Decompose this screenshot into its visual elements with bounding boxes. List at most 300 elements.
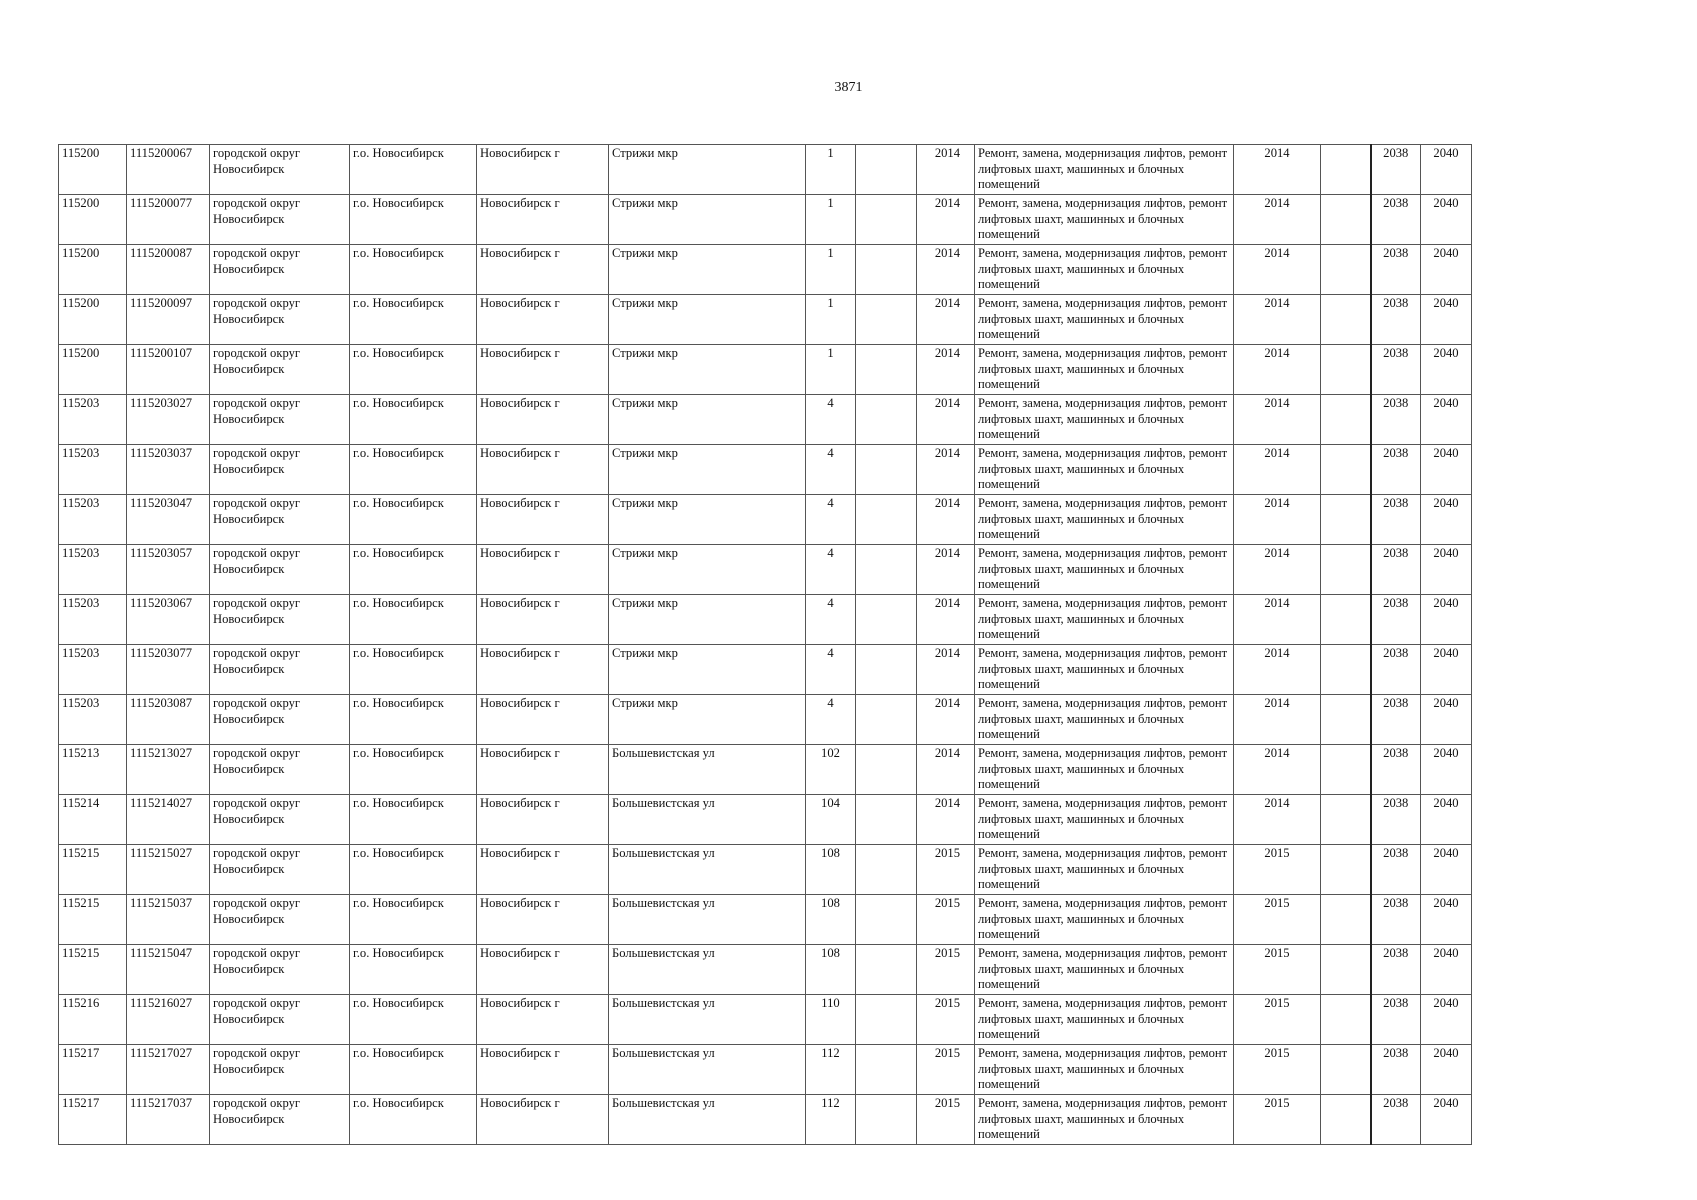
cell-year-1: 2014 [917,445,975,495]
cell-code: 1115200097 [127,295,210,345]
cell-district: городской округ Новосибирск [210,445,350,495]
cell-district: городской округ Новосибирск [210,845,350,895]
cell-street: Стрижи мкр [609,545,806,595]
cell-year-3: 2038 [1371,145,1421,195]
cell-house: 108 [806,845,856,895]
cell-work-type: Ремонт, замена, модернизация лифтов, ремонт лифтовых шахт, машинных и блочных помещений [975,945,1234,995]
cell-year-1: 2014 [917,645,975,695]
cell-city: Новосибирск г [477,295,609,345]
cell-street: Стрижи мкр [609,645,806,695]
cell-urban-district: г.о. Новосибирск [350,245,477,295]
cell-year-4: 2040 [1421,895,1472,945]
table-row [59,195,1472,245]
cell-year-4: 2040 [1421,445,1472,495]
table-row [59,995,1472,1045]
cell-house: 4 [806,695,856,745]
cell-year-4: 2040 [1421,995,1472,1045]
cell-year-2: 2014 [1234,545,1321,595]
cell-code: 1115203037 [127,445,210,495]
cell-street: Стрижи мкр [609,145,806,195]
cell-urban-district: г.о. Новосибирск [350,1045,477,1095]
cell-year-3: 2038 [1371,795,1421,845]
cell-blank [1321,345,1371,395]
cell-id: 115215 [59,895,127,945]
cell-id: 115203 [59,545,127,595]
cell-id: 115203 [59,495,127,545]
cell-work-type: Ремонт, замена, модернизация лифтов, ремонт лифтовых шахт, машинных и блочных помещений [975,445,1234,495]
cell-city: Новосибирск г [477,895,609,945]
cell-code: 1115203057 [127,545,210,595]
cell-house: 1 [806,145,856,195]
cell-id: 115217 [59,1095,127,1145]
cell-urban-district: г.о. Новосибирск [350,495,477,545]
cell-blank [1321,245,1371,295]
cell-house: 110 [806,995,856,1045]
cell-work-type: Ремонт, замена, модернизация лифтов, ремонт лифтовых шахт, машинных и блочных помещений [975,195,1234,245]
table-row [59,695,1472,745]
cell-year-4: 2040 [1421,295,1472,345]
cell-id: 115215 [59,945,127,995]
cell-id: 115203 [59,595,127,645]
cell-code: 1115213027 [127,745,210,795]
cell-blank [1321,395,1371,445]
cell-city: Новосибирск г [477,245,609,295]
cell-street: Стрижи мкр [609,445,806,495]
cell-year-1: 2014 [917,745,975,795]
cell-urban-district: г.о. Новосибирск [350,345,477,395]
cell-house: 4 [806,545,856,595]
cell-year-2: 2014 [1234,695,1321,745]
cell-city: Новосибирск г [477,1045,609,1095]
cell-work-type: Ремонт, замена, модернизация лифтов, ремонт лифтовых шахт, машинных и блочных помещений [975,995,1234,1045]
table-row [59,945,1472,995]
cell-street: Большевистская ул [609,795,806,845]
cell-work-type: Ремонт, замена, модернизация лифтов, ремонт лифтовых шахт, машинных и блочных помещений [975,845,1234,895]
cell-house: 4 [806,645,856,695]
cell-year-2: 2014 [1234,345,1321,395]
cell-urban-district: г.о. Новосибирск [350,695,477,745]
cell-year-1: 2015 [917,1095,975,1145]
cell-year-4: 2040 [1421,1045,1472,1095]
cell-urban-district: г.о. Новосибирск [350,545,477,595]
cell-district: городской округ Новосибирск [210,945,350,995]
cell-city: Новосибирск г [477,145,609,195]
cell-urban-district: г.о. Новосибирск [350,1095,477,1145]
cell-city: Новосибирск г [477,845,609,895]
cell-district: городской округ Новосибирск [210,295,350,345]
cell-street: Большевистская ул [609,995,806,1045]
cell-blank [1321,895,1371,945]
cell-id: 115200 [59,345,127,395]
cell-district: городской округ Новосибирск [210,545,350,595]
cell-year-3: 2038 [1371,245,1421,295]
cell-code: 1115200107 [127,345,210,395]
table-row [59,795,1472,845]
cell-district: городской округ Новосибирск [210,795,350,845]
cell-code: 1115203027 [127,395,210,445]
cell-work-type: Ремонт, замена, модернизация лифтов, ремонт лифтовых шахт, машинных и блочных помещений [975,545,1234,595]
cell-year-1: 2014 [917,395,975,445]
cell-district: городской округ Новосибирск [210,245,350,295]
cell-year-2: 2015 [1234,945,1321,995]
cell-extra [856,695,917,745]
cell-extra [856,145,917,195]
cell-year-3: 2038 [1371,1045,1421,1095]
cell-year-3: 2038 [1371,195,1421,245]
cell-blank [1321,645,1371,695]
cell-year-1: 2014 [917,545,975,595]
cell-year-1: 2015 [917,995,975,1045]
cell-code: 1115215027 [127,845,210,895]
cell-street: Большевистская ул [609,1045,806,1095]
cell-urban-district: г.о. Новосибирск [350,295,477,345]
cell-house: 1 [806,245,856,295]
cell-year-4: 2040 [1421,945,1472,995]
cell-year-4: 2040 [1421,695,1472,745]
cell-blank [1321,845,1371,895]
cell-extra [856,295,917,345]
cell-year-2: 2014 [1234,145,1321,195]
cell-street: Стрижи мкр [609,395,806,445]
cell-house: 4 [806,445,856,495]
table-row [59,1095,1472,1145]
data-table [58,144,1472,1145]
table-row [59,245,1472,295]
cell-house: 112 [806,1045,856,1095]
cell-work-type: Ремонт, замена, модернизация лифтов, ремонт лифтовых шахт, машинных и блочных помещений [975,495,1234,545]
cell-code: 1115200067 [127,145,210,195]
cell-year-1: 2015 [917,945,975,995]
cell-code: 1115203047 [127,495,210,545]
cell-urban-district: г.о. Новосибирск [350,445,477,495]
cell-extra [856,845,917,895]
cell-urban-district: г.о. Новосибирск [350,645,477,695]
cell-district: городской округ Новосибирск [210,195,350,245]
cell-code: 1115216027 [127,995,210,1045]
cell-year-2: 2014 [1234,195,1321,245]
table-row [59,395,1472,445]
cell-street: Стрижи мкр [609,695,806,745]
cell-blank [1321,295,1371,345]
cell-house: 112 [806,1095,856,1145]
cell-house: 102 [806,745,856,795]
cell-year-4: 2040 [1421,645,1472,695]
cell-city: Новосибирск г [477,495,609,545]
cell-extra [856,645,917,695]
cell-extra [856,745,917,795]
table-row [59,545,1472,595]
cell-work-type: Ремонт, замена, модернизация лифтов, ремонт лифтовых шахт, машинных и блочных помещений [975,645,1234,695]
cell-house: 1 [806,345,856,395]
cell-extra [856,945,917,995]
cell-extra [856,995,917,1045]
cell-year-3: 2038 [1371,295,1421,345]
cell-urban-district: г.о. Новосибирск [350,795,477,845]
table-row [59,1045,1472,1095]
cell-year-1: 2014 [917,295,975,345]
cell-urban-district: г.о. Новосибирск [350,145,477,195]
cell-year-2: 2015 [1234,845,1321,895]
cell-id: 115213 [59,745,127,795]
cell-district: городской округ Новосибирск [210,995,350,1045]
cell-street: Стрижи мкр [609,195,806,245]
cell-year-4: 2040 [1421,495,1472,545]
cell-district: городской округ Новосибирск [210,745,350,795]
cell-year-4: 2040 [1421,745,1472,795]
cell-work-type: Ремонт, замена, модернизация лифтов, ремонт лифтовых шахт, машинных и блочных помещений [975,1095,1234,1145]
cell-city: Новосибирск г [477,595,609,645]
cell-extra [856,595,917,645]
cell-house: 4 [806,395,856,445]
cell-street: Большевистская ул [609,845,806,895]
cell-extra [856,795,917,845]
cell-year-3: 2038 [1371,395,1421,445]
table-row [59,845,1472,895]
cell-house: 1 [806,295,856,345]
table-row [59,445,1472,495]
cell-extra [856,1045,917,1095]
cell-code: 1115203087 [127,695,210,745]
cell-urban-district: г.о. Новосибирск [350,995,477,1045]
cell-code: 1115203067 [127,595,210,645]
table-row [59,495,1472,545]
cell-year-4: 2040 [1421,145,1472,195]
cell-house: 4 [806,595,856,645]
cell-urban-district: г.о. Новосибирск [350,745,477,795]
cell-extra [856,545,917,595]
cell-house: 1 [806,195,856,245]
cell-year-1: 2014 [917,595,975,645]
cell-year-3: 2038 [1371,845,1421,895]
cell-district: городской округ Новосибирск [210,345,350,395]
cell-extra [856,245,917,295]
cell-id: 115203 [59,395,127,445]
cell-year-4: 2040 [1421,1095,1472,1145]
cell-id: 115203 [59,445,127,495]
cell-year-4: 2040 [1421,395,1472,445]
cell-street: Стрижи мкр [609,295,806,345]
cell-extra [856,345,917,395]
cell-work-type: Ремонт, замена, модернизация лифтов, ремонт лифтовых шахт, машинных и блочных помещений [975,245,1234,295]
cell-urban-district: г.о. Новосибирск [350,895,477,945]
cell-city: Новосибирск г [477,695,609,745]
table-row [59,745,1472,795]
cell-id: 115203 [59,695,127,745]
cell-city: Новосибирск г [477,745,609,795]
page-number: 3871 [834,80,863,95]
cell-year-2: 2014 [1234,395,1321,445]
cell-extra [856,195,917,245]
cell-year-2: 2015 [1234,895,1321,945]
cell-year-3: 2038 [1371,445,1421,495]
cell-blank [1321,545,1371,595]
cell-street: Стрижи мкр [609,345,806,395]
cell-street: Большевистская ул [609,945,806,995]
table-row [59,295,1472,345]
cell-year-2: 2015 [1234,1045,1321,1095]
cell-extra [856,395,917,445]
cell-street: Большевистская ул [609,1095,806,1145]
cell-id: 115200 [59,195,127,245]
cell-city: Новосибирск г [477,995,609,1045]
cell-work-type: Ремонт, замена, модернизация лифтов, ремонт лифтовых шахт, машинных и блочных помещений [975,595,1234,645]
table-row [59,895,1472,945]
cell-district: городской округ Новосибирск [210,895,350,945]
cell-id: 115203 [59,645,127,695]
cell-house: 108 [806,945,856,995]
cell-work-type: Ремонт, замена, модернизация лифтов, ремонт лифтовых шахт, машинных и блочных помещений [975,695,1234,745]
cell-blank [1321,595,1371,645]
cell-year-3: 2038 [1371,345,1421,395]
cell-street: Стрижи мкр [609,245,806,295]
cell-district: городской округ Новосибирск [210,1045,350,1095]
cell-year-1: 2015 [917,1045,975,1095]
table-row [59,145,1472,195]
cell-extra [856,895,917,945]
cell-house: 4 [806,495,856,545]
cell-extra [856,495,917,545]
cell-urban-district: г.о. Новосибирск [350,595,477,645]
cell-year-4: 2040 [1421,595,1472,645]
cell-blank [1321,945,1371,995]
cell-blank [1321,745,1371,795]
cell-extra [856,445,917,495]
cell-year-4: 2040 [1421,845,1472,895]
cell-year-1: 2015 [917,845,975,895]
cell-year-2: 2014 [1234,245,1321,295]
table-row [59,345,1472,395]
cell-work-type: Ремонт, замена, модернизация лифтов, ремонт лифтовых шахт, машинных и блочных помещений [975,145,1234,195]
cell-year-3: 2038 [1371,595,1421,645]
cell-blank [1321,195,1371,245]
cell-year-1: 2015 [917,895,975,945]
cell-year-1: 2014 [917,345,975,395]
cell-id: 115216 [59,995,127,1045]
cell-district: городской округ Новосибирск [210,395,350,445]
cell-year-3: 2038 [1371,645,1421,695]
cell-year-1: 2014 [917,795,975,845]
cell-street: Стрижи мкр [609,495,806,545]
cell-year-4: 2040 [1421,245,1472,295]
cell-id: 115214 [59,795,127,845]
cell-work-type: Ремонт, замена, модернизация лифтов, ремонт лифтовых шахт, машинных и блочных помещений [975,295,1234,345]
cell-city: Новосибирск г [477,195,609,245]
cell-year-4: 2040 [1421,545,1472,595]
cell-urban-district: г.о. Новосибирск [350,945,477,995]
cell-year-2: 2014 [1234,745,1321,795]
cell-year-3: 2038 [1371,695,1421,745]
cell-year-2: 2015 [1234,995,1321,1045]
cell-id: 115217 [59,1045,127,1095]
cell-work-type: Ремонт, замена, модернизация лифтов, ремонт лифтовых шахт, машинных и блочных помещений [975,745,1234,795]
cell-id: 115215 [59,845,127,895]
cell-id: 115200 [59,145,127,195]
cell-work-type: Ремонт, замена, модернизация лифтов, ремонт лифтовых шахт, машинных и блочных помещений [975,795,1234,845]
cell-district: городской округ Новосибирск [210,145,350,195]
cell-year-3: 2038 [1371,995,1421,1045]
cell-urban-district: г.о. Новосибирск [350,195,477,245]
cell-district: городской округ Новосибирск [210,695,350,745]
cell-year-4: 2040 [1421,345,1472,395]
cell-year-3: 2038 [1371,545,1421,595]
cell-code: 1115217037 [127,1095,210,1145]
cell-blank [1321,695,1371,745]
cell-year-1: 2014 [917,145,975,195]
cell-code: 1115200077 [127,195,210,245]
cell-urban-district: г.о. Новосибирск [350,395,477,445]
cell-year-2: 2014 [1234,795,1321,845]
cell-district: городской округ Новосибирск [210,595,350,645]
cell-blank [1321,995,1371,1045]
cell-year-2: 2014 [1234,595,1321,645]
cell-extra [856,1095,917,1145]
cell-year-2: 2014 [1234,645,1321,695]
cell-city: Новосибирск г [477,445,609,495]
cell-blank [1321,145,1371,195]
cell-code: 1115215037 [127,895,210,945]
cell-district: городской округ Новосибирск [210,645,350,695]
cell-blank [1321,1045,1371,1095]
cell-code: 1115217027 [127,1045,210,1095]
cell-urban-district: г.о. Новосибирск [350,845,477,895]
cell-district: городской округ Новосибирск [210,495,350,545]
cell-city: Новосибирск г [477,545,609,595]
cell-house: 104 [806,795,856,845]
cell-code: 1115215047 [127,945,210,995]
cell-city: Новосибирск г [477,345,609,395]
cell-year-1: 2014 [917,495,975,545]
cell-work-type: Ремонт, замена, модернизация лифтов, ремонт лифтовых шахт, машинных и блочных помещений [975,1045,1234,1095]
cell-house: 108 [806,895,856,945]
cell-street: Большевистская ул [609,895,806,945]
cell-year-2: 2014 [1234,495,1321,545]
cell-code: 1115214027 [127,795,210,845]
cell-blank [1321,1095,1371,1145]
cell-year-4: 2040 [1421,195,1472,245]
cell-year-3: 2038 [1371,945,1421,995]
cell-blank [1321,445,1371,495]
cell-work-type: Ремонт, замена, модернизация лифтов, ремонт лифтовых шахт, машинных и блочных помещений [975,895,1234,945]
cell-year-3: 2038 [1371,495,1421,545]
cell-year-3: 2038 [1371,1095,1421,1145]
cell-work-type: Ремонт, замена, модернизация лифтов, ремонт лифтовых шахт, машинных и блочных помещений [975,395,1234,445]
cell-year-4: 2040 [1421,795,1472,845]
cell-code: 1115200087 [127,245,210,295]
cell-year-1: 2014 [917,245,975,295]
cell-street: Стрижи мкр [609,595,806,645]
cell-blank [1321,795,1371,845]
cell-city: Новосибирск г [477,395,609,445]
cell-year-2: 2014 [1234,445,1321,495]
cell-year-2: 2014 [1234,295,1321,345]
cell-city: Новосибирск г [477,945,609,995]
cell-year-1: 2014 [917,195,975,245]
cell-city: Новосибирск г [477,645,609,695]
cell-code: 1115203077 [127,645,210,695]
cell-id: 115200 [59,245,127,295]
cell-city: Новосибирск г [477,795,609,845]
table-row [59,595,1472,645]
cell-blank [1321,495,1371,545]
cell-year-1: 2014 [917,695,975,745]
cell-work-type: Ремонт, замена, модернизация лифтов, ремонт лифтовых шахт, машинных и блочных помещений [975,345,1234,395]
cell-year-3: 2038 [1371,895,1421,945]
cell-id: 115200 [59,295,127,345]
cell-city: Новосибирск г [477,1095,609,1145]
cell-year-3: 2038 [1371,745,1421,795]
cell-street: Большевистская ул [609,745,806,795]
cell-year-2: 2015 [1234,1095,1321,1145]
